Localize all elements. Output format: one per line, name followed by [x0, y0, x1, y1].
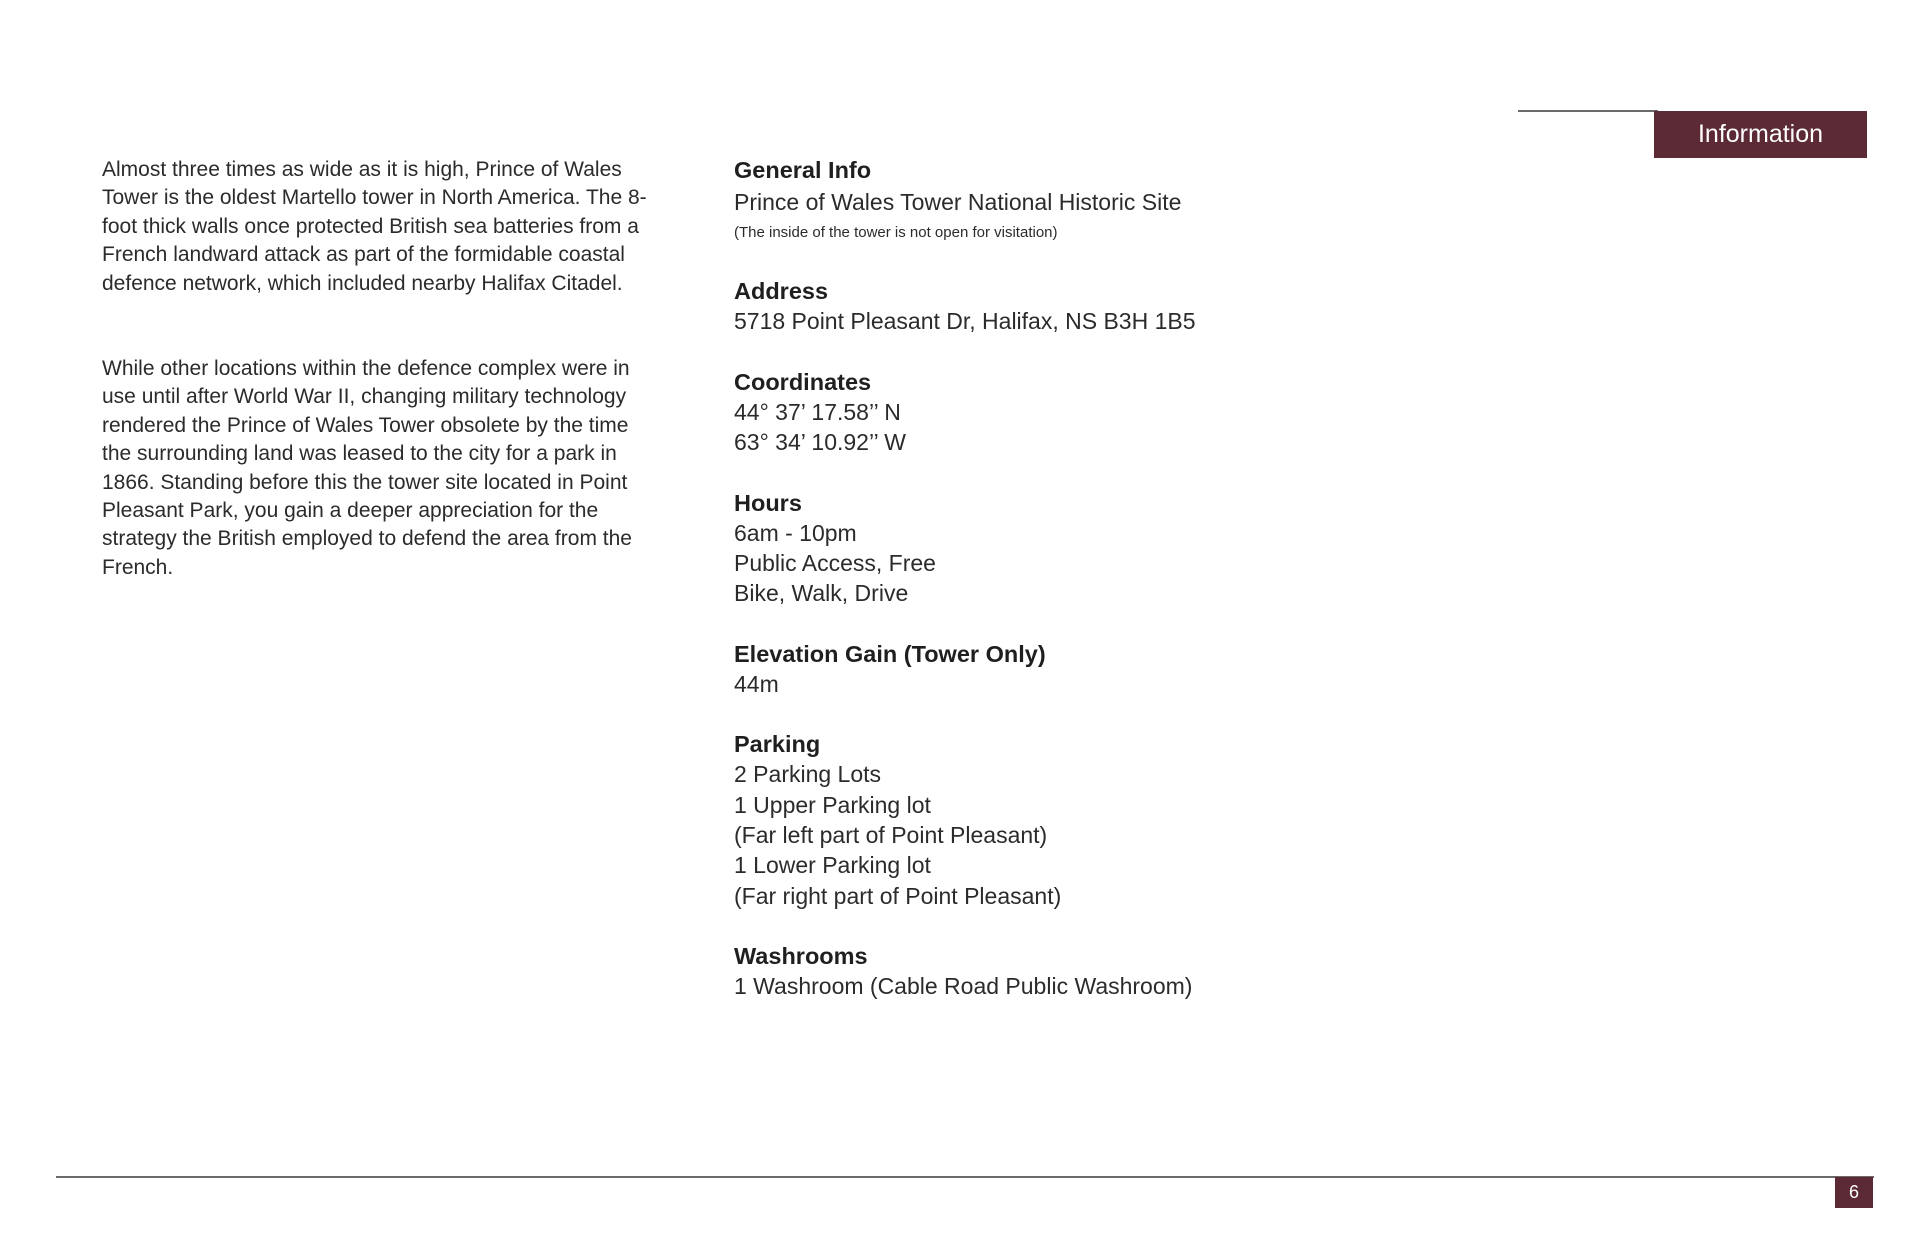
latitude: 44° 37’ 17.58’’ N — [734, 398, 901, 425]
hours-section — [734, 488, 1434, 609]
washrooms-heading: Washrooms — [734, 943, 868, 970]
washrooms-section — [734, 941, 1434, 1001]
site-name: Prince of Wales Tower National Historic Site — [734, 189, 1182, 215]
general-info-section — [734, 155, 1434, 245]
parking-line: (Far left part of Point Pleasant) — [734, 822, 1048, 849]
section-tab-label: Information — [1697, 120, 1824, 148]
info-column — [734, 155, 1434, 1002]
general-info-heading: General Info — [734, 157, 872, 183]
elevation-section — [734, 639, 1434, 699]
visitation-note: (The inside of the tower is not open for visitation) — [734, 224, 1058, 242]
parking-line: 1 Upper Parking lot — [734, 791, 931, 818]
coordinates-section — [734, 367, 1434, 458]
footer-rule — [56, 1176, 1874, 1178]
intro-column — [102, 156, 662, 582]
elevation-heading: Elevation Gain (Tower Only) — [734, 640, 1046, 667]
address-line: 5718 Point Pleasant Dr, Halifax, NS B3H 1B5 — [734, 308, 1196, 335]
section-tab — [1654, 111, 1867, 158]
elevation-value: 44m — [734, 670, 779, 697]
intro-paragraph: Almost three times as wide as it is high, Prince of Wales Tower is the oldest Martello tower in North America. The 8-foot thick walls once protected British sea batteries from a French landward attack as part of the formidable coastal defence network, which included nearby Halifax Citadel. — [102, 158, 647, 295]
parking-line: (Far right part of Point Pleasant) — [734, 882, 1062, 909]
hours-line: 6am - 10pm — [734, 519, 857, 546]
parking-heading: Parking — [734, 731, 821, 758]
hours-line: Bike, Walk, Drive — [734, 580, 909, 607]
page-number-badge — [1835, 1177, 1873, 1208]
header-rule — [1518, 110, 1658, 112]
coordinates-heading: Coordinates — [734, 368, 872, 395]
address-section — [734, 276, 1434, 336]
parking-line: 2 Parking Lots — [734, 761, 882, 788]
address-heading: Address — [734, 278, 829, 305]
intro-paragraph: While other locations within the defence complex were in use until after World War II, changing military technology rendered the Prince of Wales Tower obsolete by the time the surrounding land was leased to the city for a park in 1866. Standing before this the tower site located in Point Pleasant Park, you gain a deeper appreciation for the strategy the British employed to defend the area from the French. — [102, 357, 632, 579]
hours-heading: Hours — [734, 489, 802, 516]
washrooms-line: 1 Washroom (Cable Road Public Washroom) — [734, 973, 1193, 1000]
parking-line: 1 Lower Parking lot — [734, 852, 931, 879]
page-number: 6 — [1848, 1182, 1859, 1202]
hours-line: Public Access, Free — [734, 550, 936, 577]
longitude: 63° 34’ 10.92’’ W — [734, 429, 907, 456]
parking-section — [734, 729, 1434, 911]
